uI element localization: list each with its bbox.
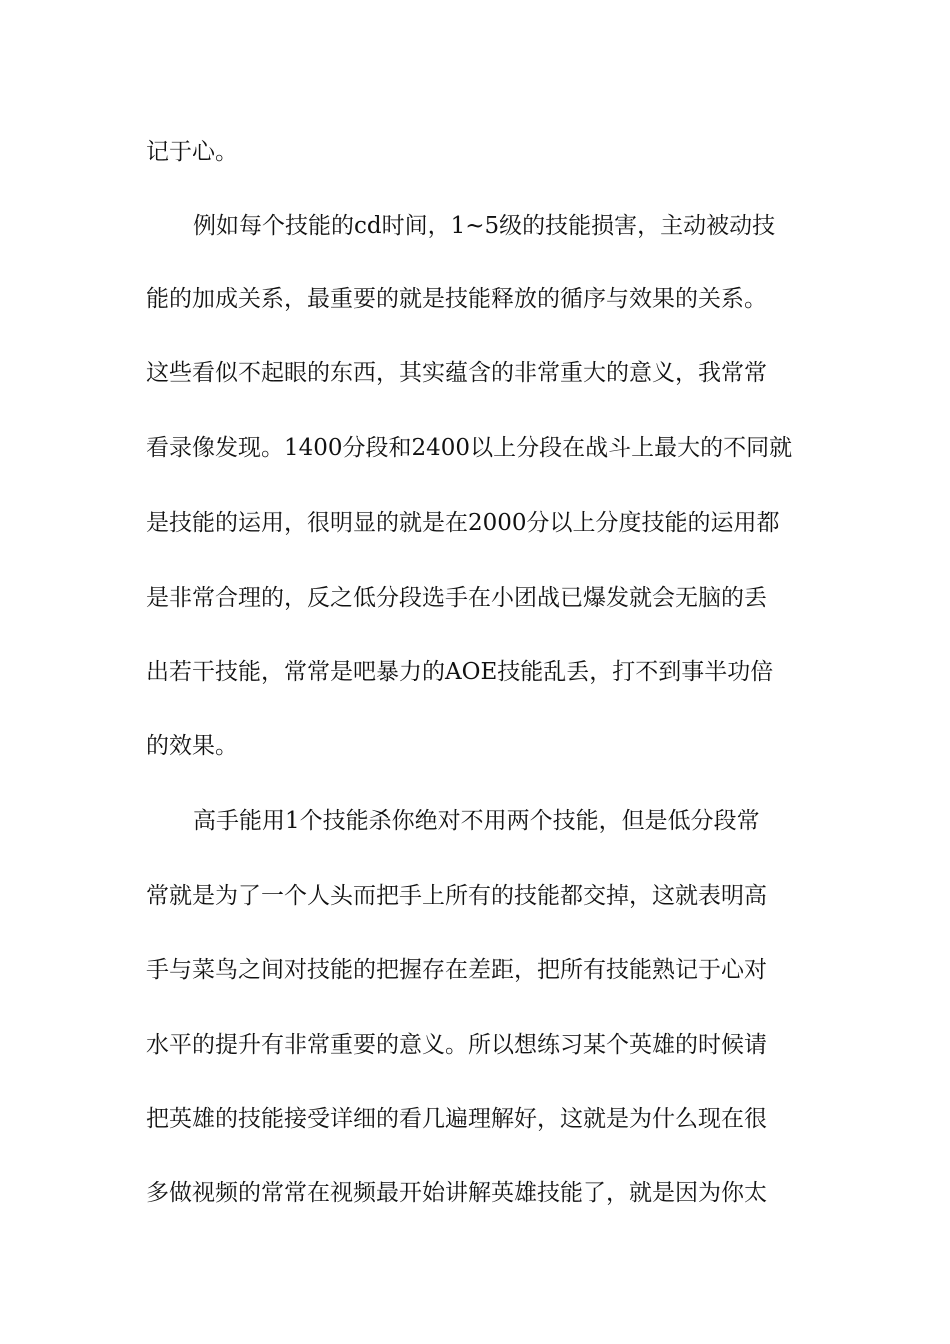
- text-line: 看录像发现。1400分段和2400以上分段在战斗上最大的不同就: [146, 435, 793, 461]
- text-line: 常就是为了一个人头而把手上所有的技能都交掉，这就表明高: [146, 883, 767, 909]
- text-line: 记于心。: [146, 139, 238, 165]
- text-line: 是技能的运用，很明显的就是在2000分以上分度技能的运用都: [146, 510, 780, 536]
- text-line: 能的加成关系，最重要的就是技能释放的循序与效果的关系。: [146, 286, 767, 312]
- text-line: 把英雄的技能接受详细的看几遍理解好，这就是为什么现在很: [146, 1106, 767, 1132]
- text-line: 水平的提升有非常重要的意义。所以想练习某个英雄的时候请: [146, 1032, 767, 1058]
- paragraph-first-line: 高手能用1个技能杀你绝对不用两个技能，但是低分段常: [193, 808, 760, 834]
- text-line: 这些看似不起眼的东西，其实蕴含的非常重大的意义，我常常: [146, 360, 767, 386]
- text-line: 的效果。: [146, 733, 238, 759]
- text-line: 出若干技能，常常是吧暴力的AOE技能乱丢，打不到事半功倍: [146, 659, 774, 685]
- text-line: 是非常合理的，反之低分段选手在小团战已爆发就会无脑的丢: [146, 585, 767, 611]
- paragraph-first-line: 例如每个技能的cd时间，1~5级的技能损害，主动被动技: [193, 213, 776, 239]
- text-line: 多做视频的常常在视频最开始讲解英雄技能了，就是因为你太: [146, 1180, 767, 1206]
- text-line: 手与菜鸟之间对技能的把握存在差距，把所有技能熟记于心对: [146, 957, 767, 983]
